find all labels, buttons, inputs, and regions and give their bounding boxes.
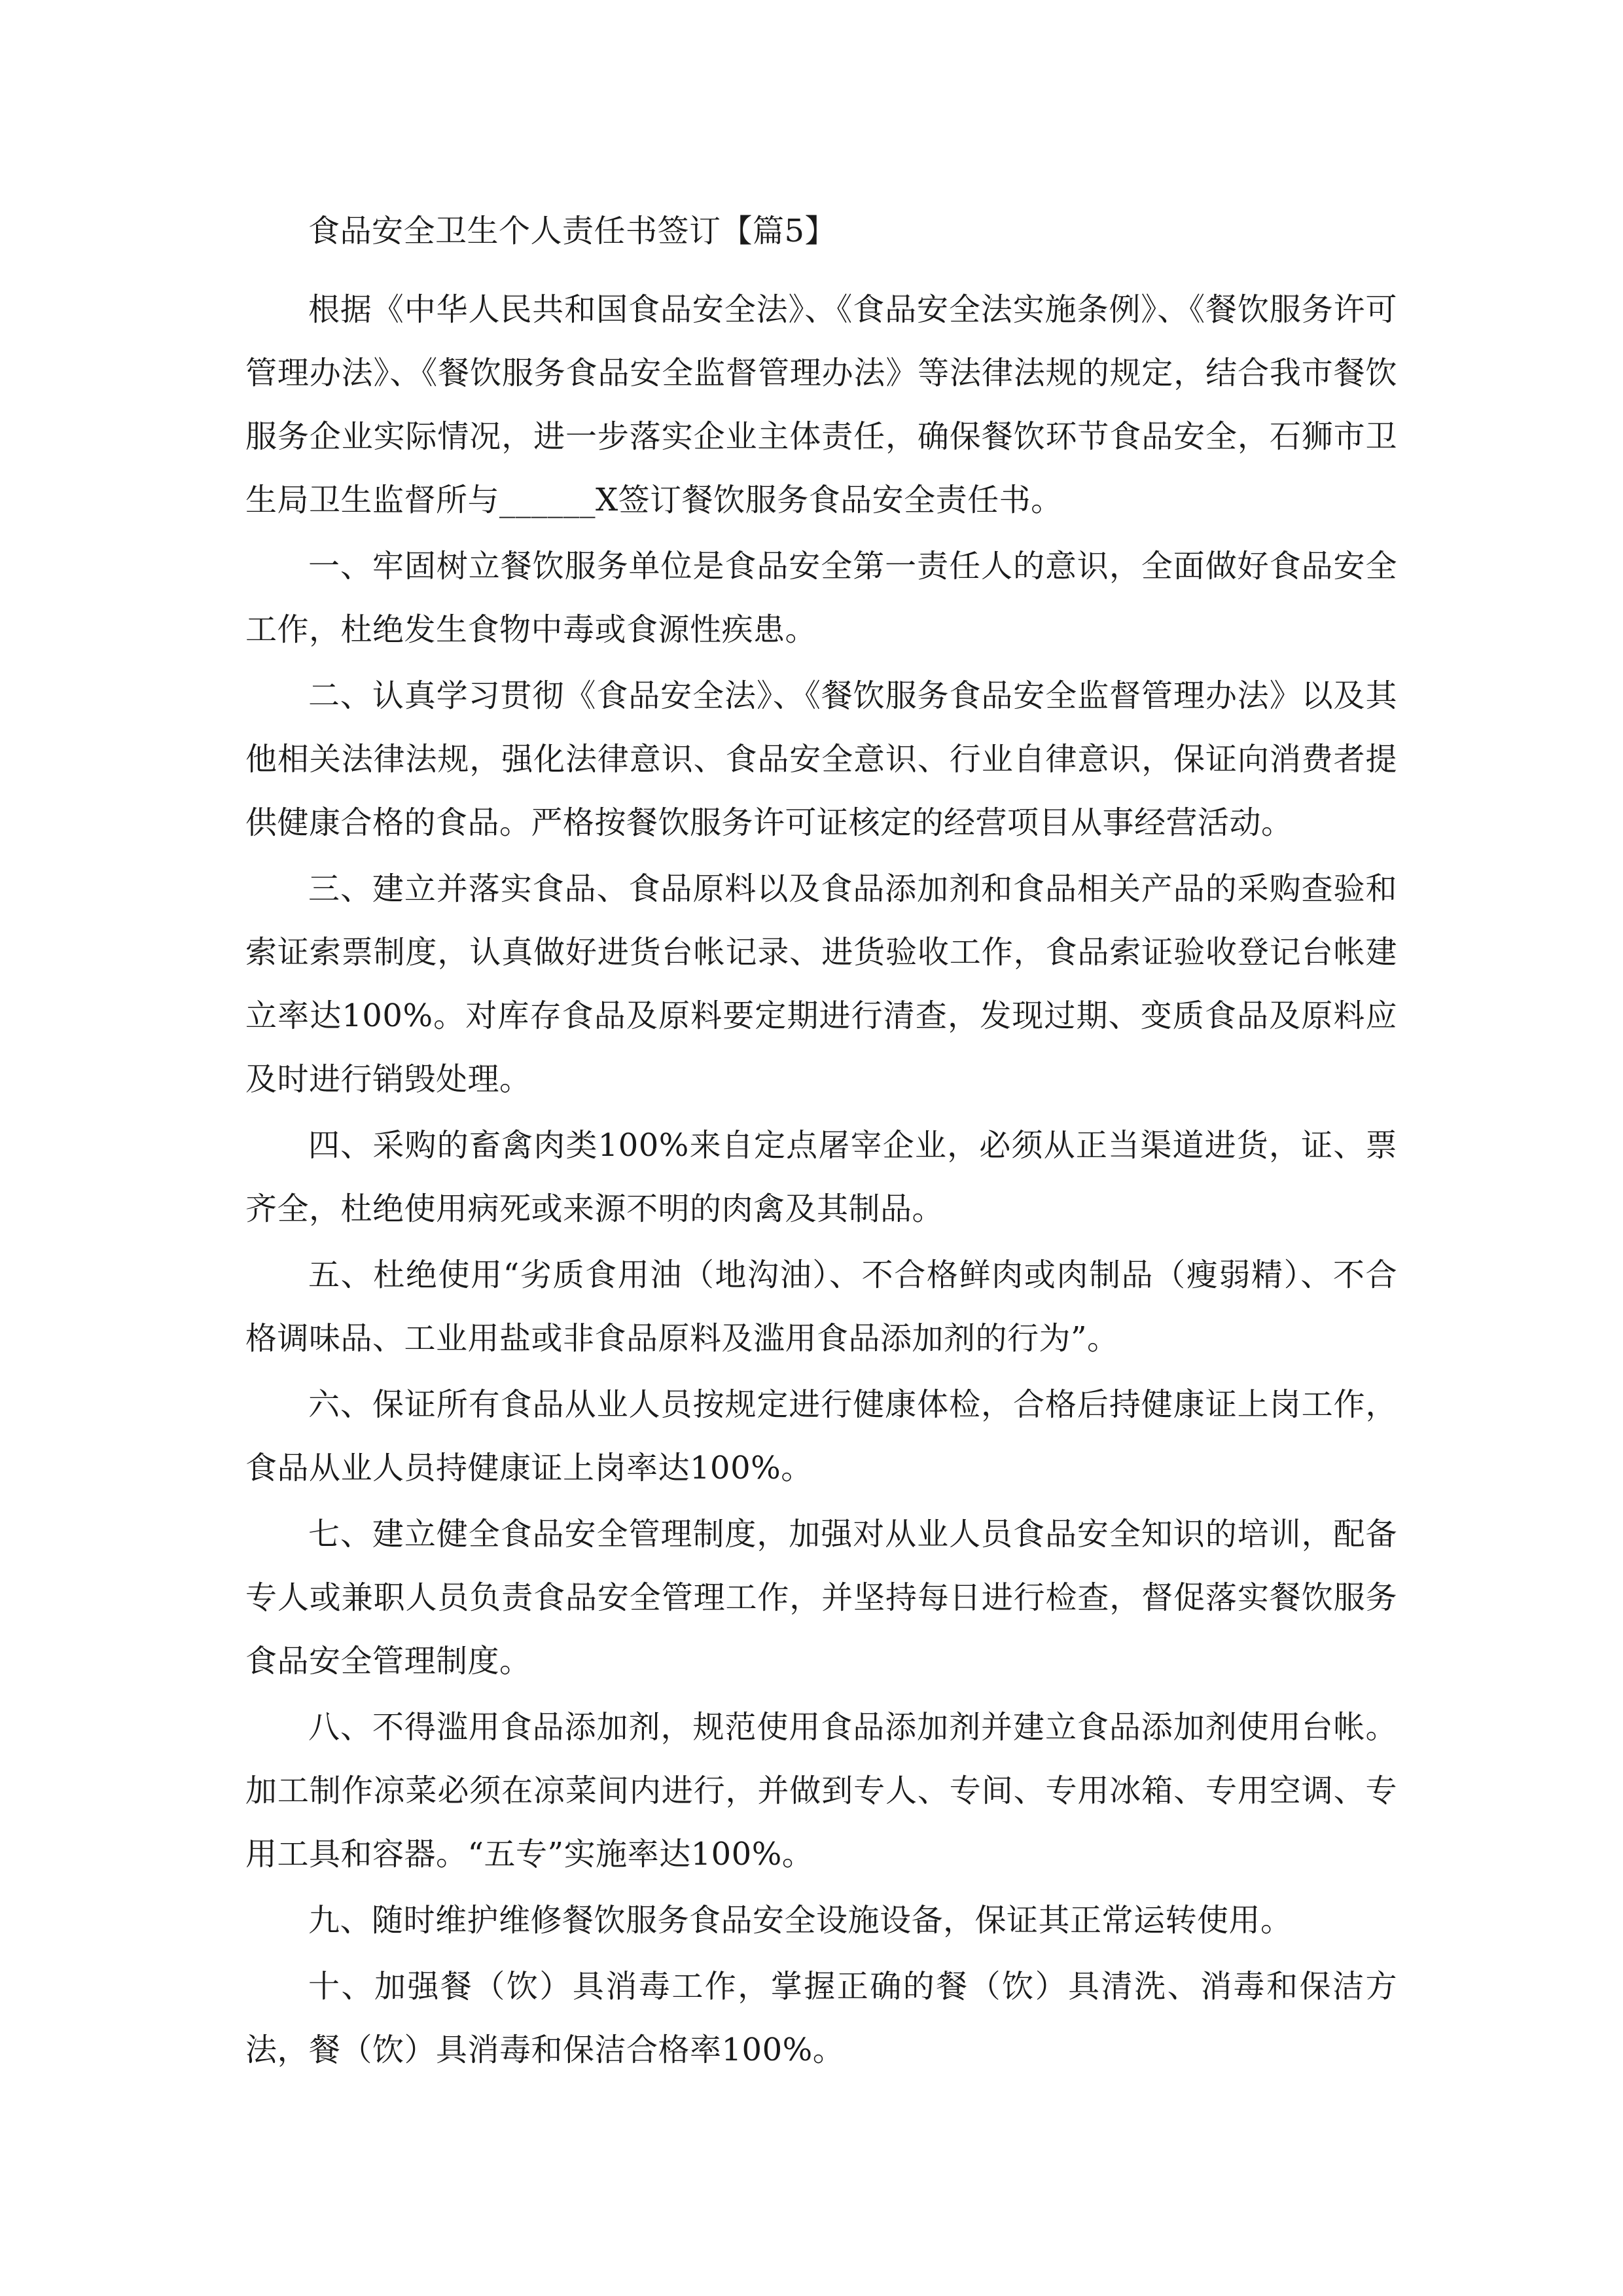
document-page <box>245 200 1397 2085</box>
paragraph-item-5: 五、杜绝使用“劣质食用油（地沟油）、不合格鲜肉或肉制品（瘦弱精）、不合格调味品、工业用盐或非食品原料及滥用食品添加剂的行为”。 <box>245 1257 1397 1357</box>
paragraph-item-6: 六、保证所有食品从业人员按规定进行健康体检，合格后持健康证上岗工作，食品从业人员持健康证上岗率达100%。 <box>245 1386 1397 1486</box>
paragraph-item-4: 四、采购的畜禽肉类100%来自定点屠宰企业，必须从正当渠道进货，证、票齐全，杜绝使用病死或来源不明的肉禽及其制品。 <box>245 1127 1397 1227</box>
paragraph-item-7: 七、建立健全食品安全管理制度，加强对从业人员食品安全知识的培训，配备专人或兼职人员负责食品安全管理工作，并坚持每日进行检查，督促落实餐饮服务食品安全管理制度。 <box>245 1516 1397 1679</box>
document-title: 食品安全卫生个人责任书签订【篇5】 <box>308 213 837 249</box>
paragraph-item-3: 三、建立并落实食品、食品原料以及食品添加剂和食品相关产品的采购查验和索证索票制度，认真做好进货台帐记录、进货验收工作，食品索证验收登记台帐建立率达100%。对库存食品及原料要定期进行清查，发现过期、变质食品及原料应及时进行销毁处理。 <box>245 870 1397 1098</box>
paragraph-item-1: 一、牢固树立餐饮服务单位是食品安全第一责任人的意识，全面做好食品安全工作，杜绝发生食物中毒或食源性疾患。 <box>245 548 1397 648</box>
paragraph-intro: 根据《中华人民共和国食品安全法》、《食品安全法实施条例》、《餐饮服务许可管理办法》、《餐饮服务食品安全监督管理办法》等法律法规的规定，结合我市餐饮服务企业实际情况，进一步落实企业主体责任，确保餐饮环节食品安全，石狮市卫生局卫生监督所与______X签订餐饮服务食品安全责任书。 <box>245 291 1397 518</box>
paragraph-item-10: 十、加强餐（饮）具消毒工作，掌握正确的餐（饮）具清洗、消毒和保洁方法，餐（饮）具消毒和保洁合格率100%。 <box>245 1968 1397 2068</box>
paragraph-item-9: 九、随时维护维修餐饮服务食品安全设施设备，保证其正常运转使用。 <box>308 1902 1293 1939</box>
paragraph-item-2: 二、认真学习贯彻《食品安全法》、《餐饮服务食品安全监督管理办法》以及其他相关法律法规，强化法律意识、食品安全意识、行业自律意识，保证向消费者提供健康合格的食品。严格按餐饮服务许可证核定的经营项目从事经营活动。 <box>245 677 1397 841</box>
paragraph-item-8: 八、不得滥用食品添加剂，规范使用食品添加剂并建立食品添加剂使用台帐。加工制作凉菜必须在凉菜间内进行，并做到专人、专间、专用冰箱、专用空调、专用工具和容器。“五专”实施率达100%。 <box>245 1709 1397 1873</box>
